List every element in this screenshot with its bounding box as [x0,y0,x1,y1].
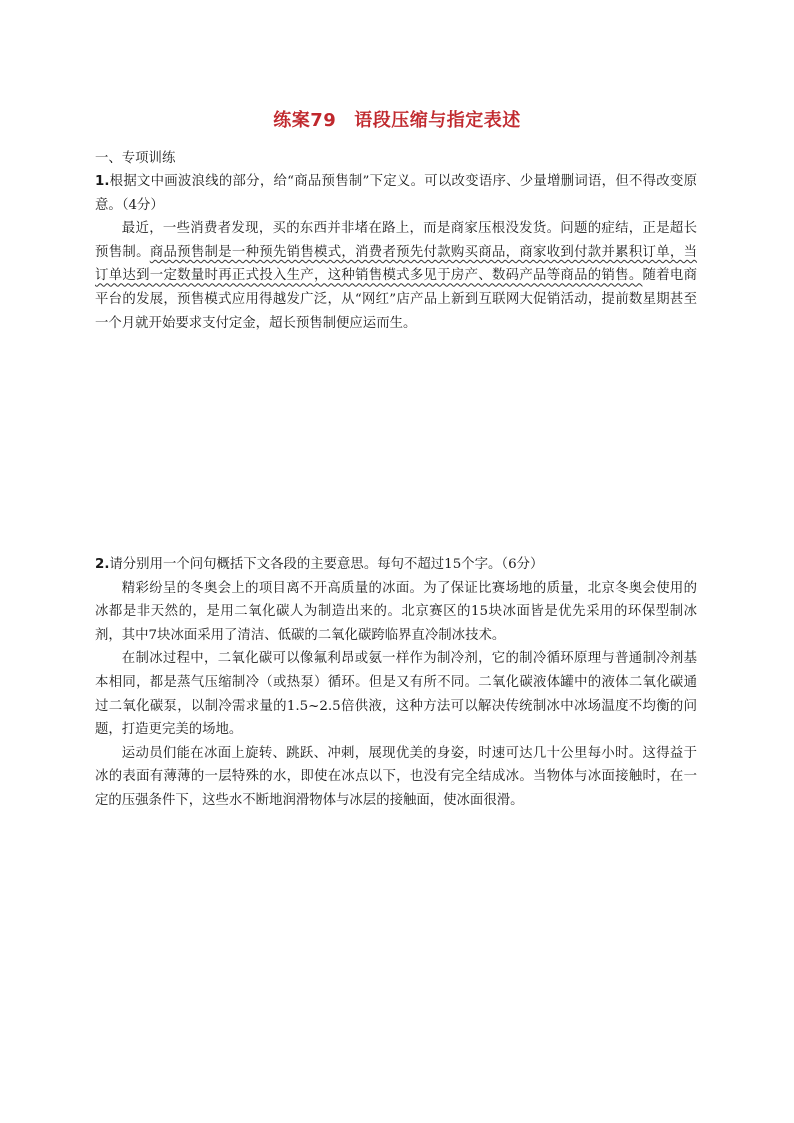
passage-text-before: 最近，一些消费者发现，买的东西并非堵在路上，而是商家压根没发货。问题的症结，正是超长预售制。 [95,221,697,260]
question-1 [95,170,697,335]
page-title [0,106,794,132]
question-2-paragraph-3: 运动员们能在冰面上旋转、跳跃、冲刺，展现优美的身姿，时速可达几十公里每小时。这得益于冰的表面有薄薄的一层特殊的水，即使在冰点以下，也没有完全结成冰。当物体与冰面接触时，在一定的压强条件下，这些水不断地润滑物体与冰层的接触面，使冰面很滑。 [95,745,697,808]
title-text: 语段压缩与指定表述 [354,110,521,131]
question-1-prompt-text: 根据文中画波浪线的部分，给“商品预售制”下定义。可以改变语序、少量增删词语，但不得改变原意。（4分） [95,174,697,213]
section-label: 一、专项训练 [95,151,176,166]
title-label: 练案79 [273,110,337,131]
passage-text-after: 随着电商平台的发展，预售模式应用得越发广泛，从“网红”店产品上新到互联网大促销活动，提前数星期甚至一个月就开始要求支付定金，超长预售制便应运而生。 [95,268,698,331]
question-2 [95,553,697,813]
question-2-paragraph-1: 精彩纷呈的冬奥会上的项目离不开高质量的冰面。为了保证比赛场地的质量，北京冬奥会使用的冰都是非天然的，是用二氧化碳人为制造出来的。北京赛区的15块冰面皆是优先采用的环保型制冰剂，其中7块冰面采用了清洁、低碳的二氧化碳跨临界直冷制冰技术。 [95,580,697,643]
question-1-prompt [95,170,697,217]
question-1-number: 1. [95,174,110,189]
wavy-underlined-definition: 商品预售制是一种预先销售模式，消费者预先付款购买商品，商家收到付款并累积订单，当订单达到一定数量时再正式投入生产，这种销售模式多见于房产、数码产品等商品的销售。 [95,244,698,284]
question-2-number: 2. [95,557,110,572]
question-2-prompt [95,553,697,577]
question-1-passage [95,217,697,335]
question-2-paragraph-2: 在制冰过程中，二氧化碳可以像氟利昂或氨一样作为制冷剂，它的制冷循环原理与普通制冷剂基本相同，都是蒸气压缩制冷（或热泵）循环。但是又有所不同。二氧化碳液体罐中的液体二氧化碳通过二氧化碳泵，以制冷需求量的1.5~2.5倍供液，这种方法可以解决传统制冰中冰场温度不均衡的问题，打造更完美的场地。 [95,651,697,738]
question-2-prompt-text: 请分别用一个问句概括下文各段的主要意思。每句不超过15个字。（6分） [109,557,544,572]
